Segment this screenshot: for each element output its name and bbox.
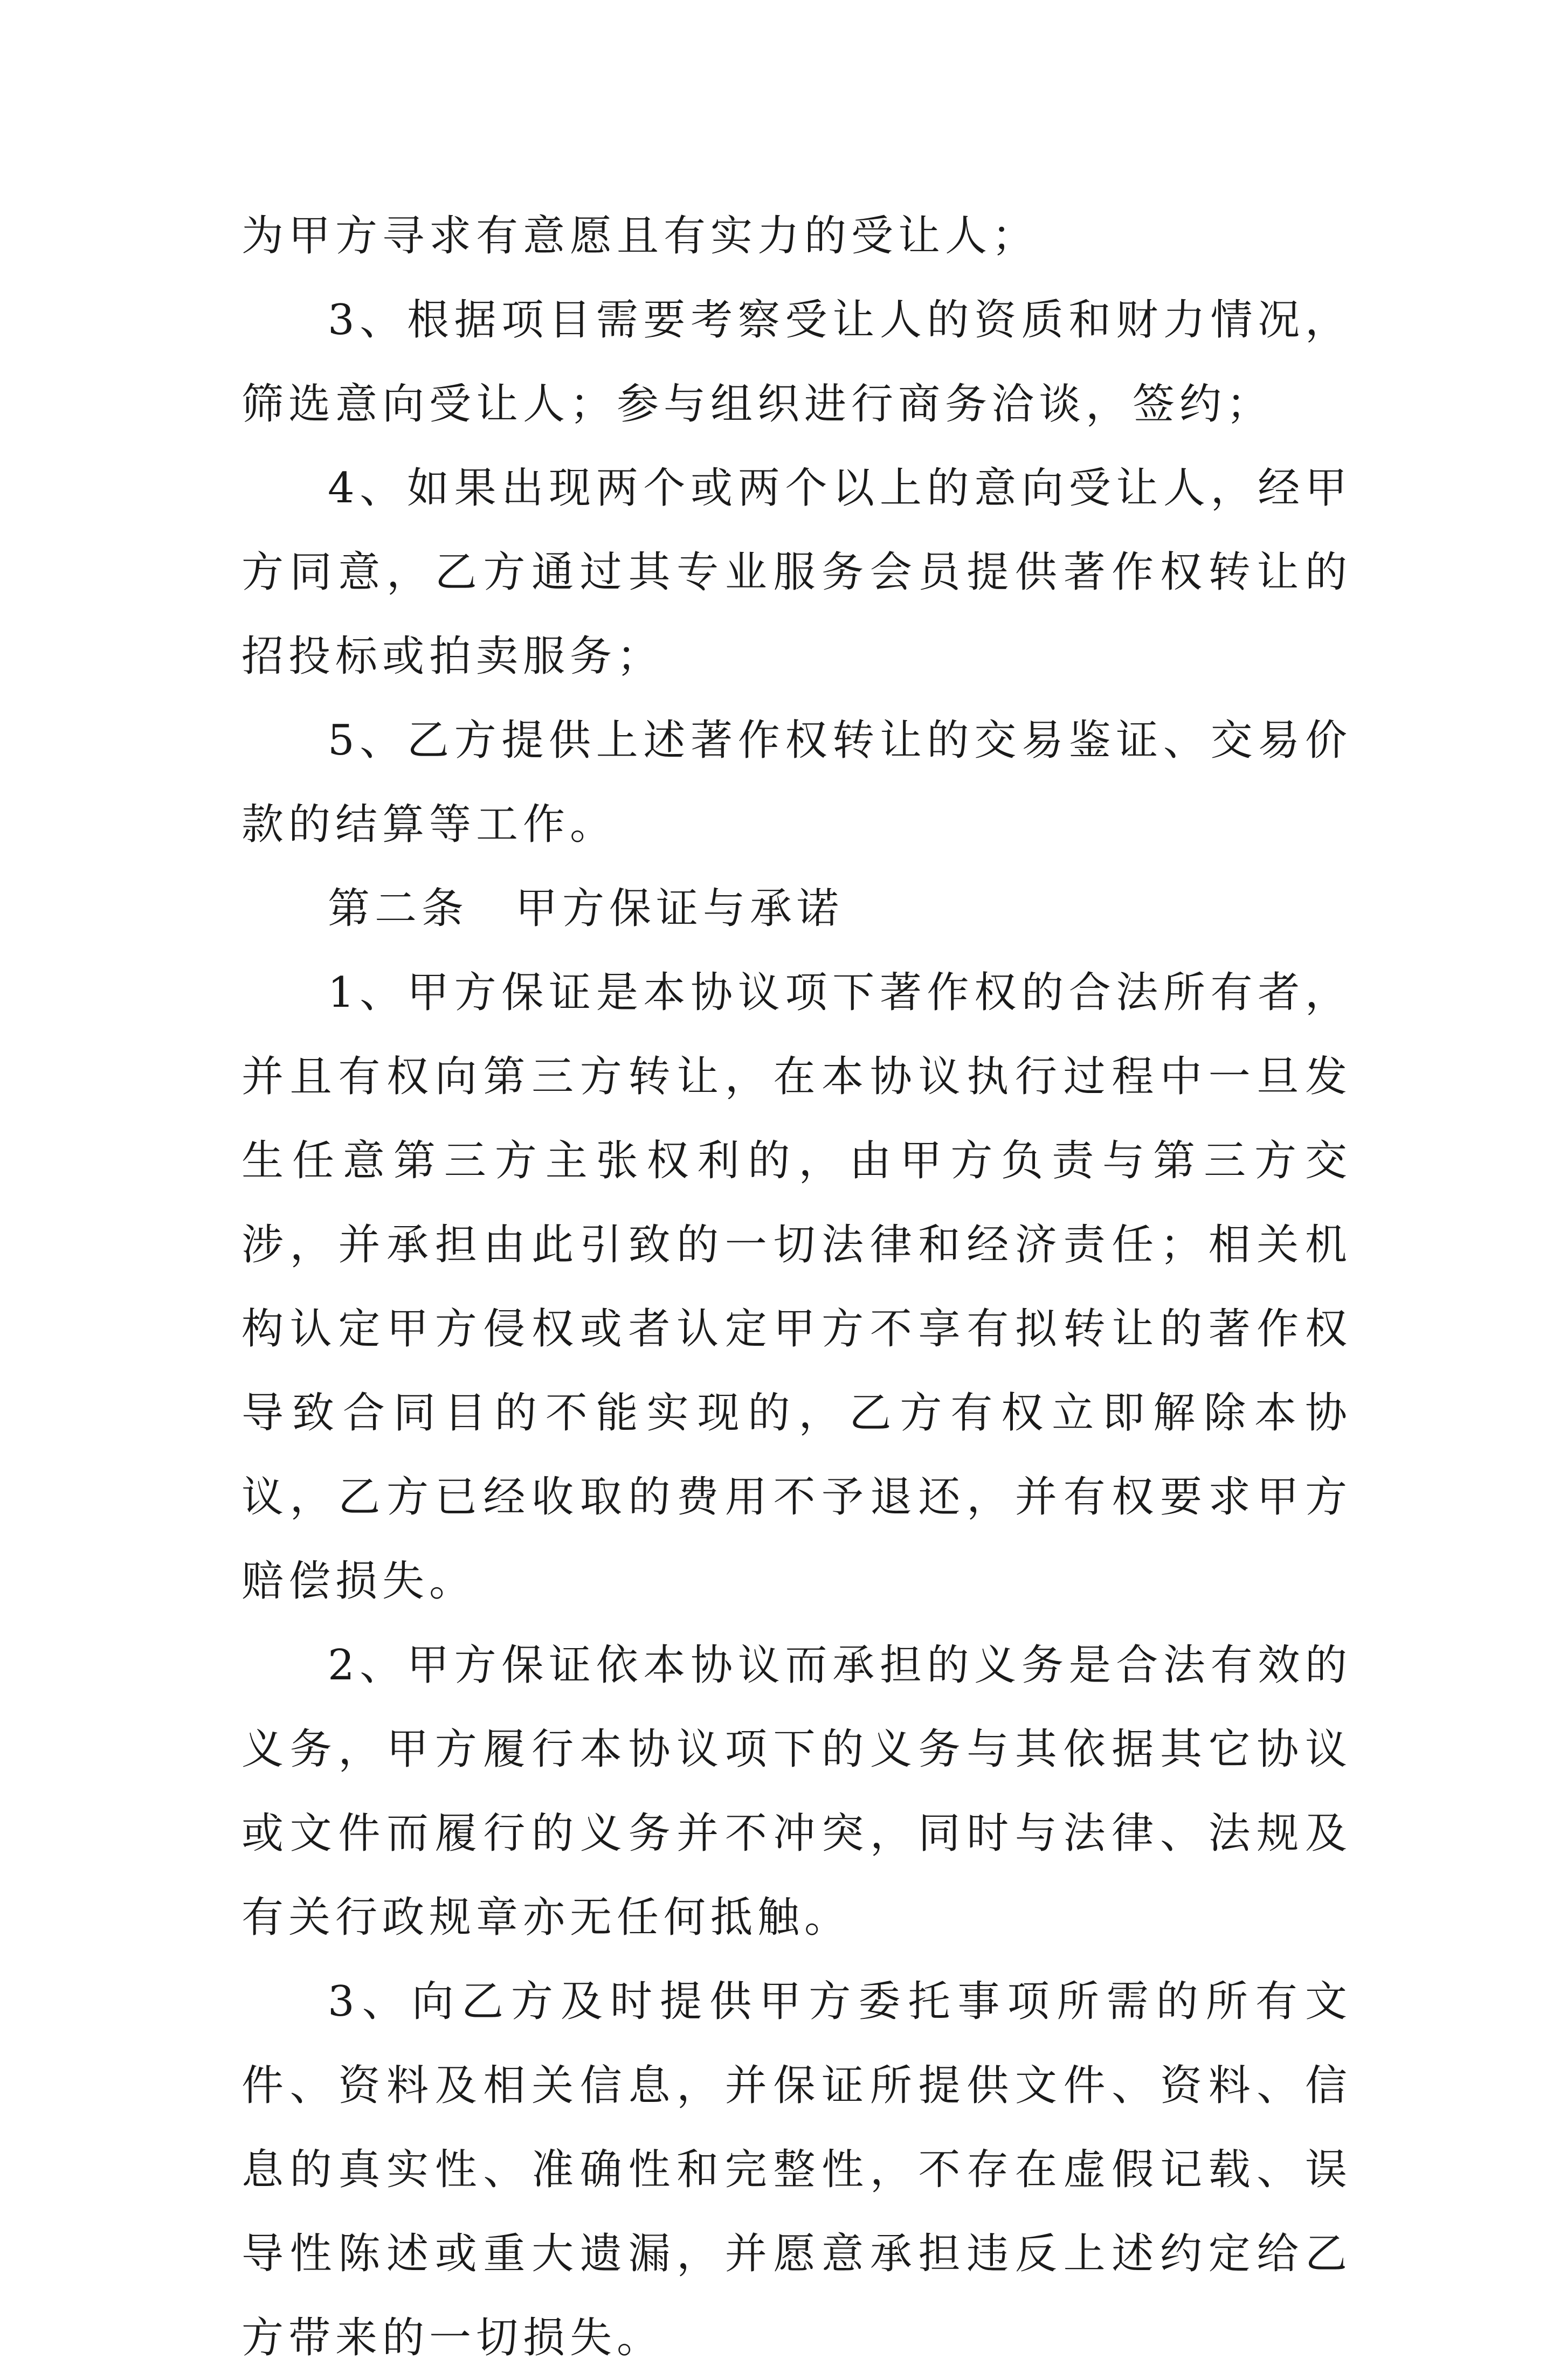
paragraph-item-4: 4、如果出现两个或两个以上的意向受让人，经甲方同意，乙方通过其专业服务会员提供著作权转让的招投标或拍卖服务； xyxy=(241,464,1352,681)
document-body xyxy=(241,194,1352,2380)
paragraph-item-5: 5、乙方提供上述著作权转让的交易鉴证、交易价款的结算等工作。 xyxy=(241,716,1352,849)
paragraph-continuation: 为甲方寻求有意愿且有实力的受让人； xyxy=(241,212,1039,260)
paragraph-guarantee-2: 2、甲方保证依本协议而承担的义务是合法有效的义务，甲方履行本协议项下的义务与其依据其它协议或文件而履行的义务并不冲突，同时与法律、法规及有关行政规章亦无任何抵触。 xyxy=(241,1641,1352,1942)
section-heading-article-2: 第二条 甲方保证与承诺 xyxy=(328,884,844,933)
paragraph-guarantee-3: 3、向乙方及时提供甲方委托事项所需的所有文件、资料及相关信息，并保证所提供文件、资料、信息的真实性、准确性和完整性，不存在虚假记载、误导性陈述或重大遗漏，并愿意承担违反上述约定给乙方带来的一切损失。 xyxy=(241,1977,1352,2362)
paragraph-item-3: 3、根据项目需要考察受让人的资质和财力情况，筛选意向受让人；参与组织进行商务洽谈，签约； xyxy=(241,296,1352,428)
paragraph-guarantee-1: 1、甲方保证是本协议项下著作权的合法所有者，并且有权向第三方转让，在本协议执行过程中一旦发生任意第三方主张权利的，由甲方负责与第三方交涉，并承担由此引致的一切法律和经济责任；相关机构认定甲方侵权或者认定甲方不享有拟转让的著作权导致合同目的不能实现的，乙方有权立即解除本协议，乙方已经收取的费用不予退还，并有权要求甲方赔偿损失。 xyxy=(241,968,1352,1606)
